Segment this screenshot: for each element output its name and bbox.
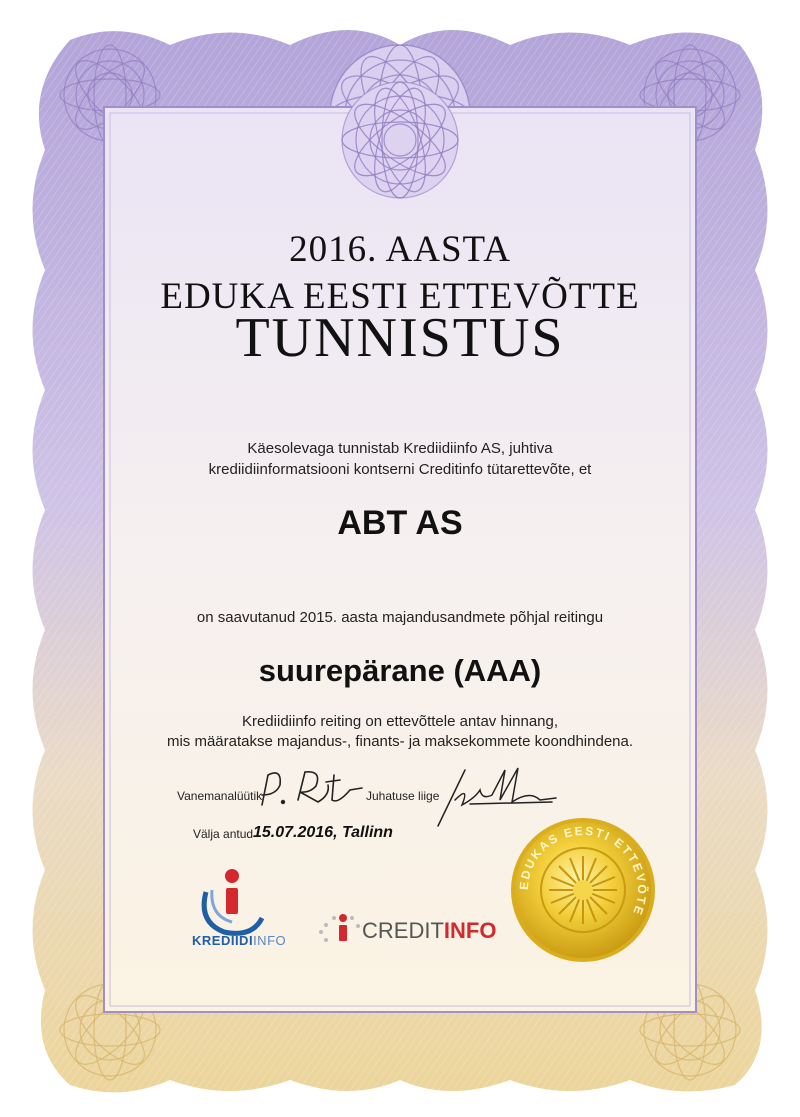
krediidiinfo-logo-bold: KREDIIDI [192,933,254,948]
creditinfo-logo-bold: INFO [443,918,497,943]
explanation-line-2: mis määratakse majandus-, finants- ja maksekommete koondhindena. [166,733,634,750]
explanation-line-1: Krediidiinfo reiting on ettevõttele antav hinnang, [241,713,559,730]
issued-date-place: 15.07.2016, Tallinn [253,824,393,841]
issued-label: Välja antud [193,827,254,841]
krediidiinfo-logo-text [192,933,286,948]
rating-basis-text: on saavutanud 2015. aasta majandusandmete põhjal reitingu [196,609,604,626]
rating-explanation [0,712,800,752]
gold-seal [511,818,655,962]
intro-text [0,438,800,480]
intro-line-1: Käesolevaga tunnistab Krediidiinfo AS, juhtiva [247,440,553,457]
creditinfo-logo-text [362,918,496,944]
creditinfo-logo-light: CREDIT [362,918,444,943]
intro-line-2: krediidiinformatsiooni kontserni Creditinfo tütarettevõte, et [208,461,592,478]
company-name: ABT AS [337,504,463,542]
signatory-analyst-label: Vanemanalüütik [177,789,263,803]
signatory-board-label: Juhatuse liige [366,789,440,803]
krediidiinfo-logo-light: INFO [253,933,287,948]
svg-text:EDUKAS EESTI ETTEVÕTE: EDUKAS EESTI ETTEVÕTE [516,823,650,919]
title-company-type: EDUKA EESTI ETTEVÕTTE [160,276,640,317]
title-year: 2016. AASTA [289,229,511,270]
rating-value: suurepärane (AAA) [258,653,542,688]
title-certificate: TUNNISTUS [235,307,565,369]
